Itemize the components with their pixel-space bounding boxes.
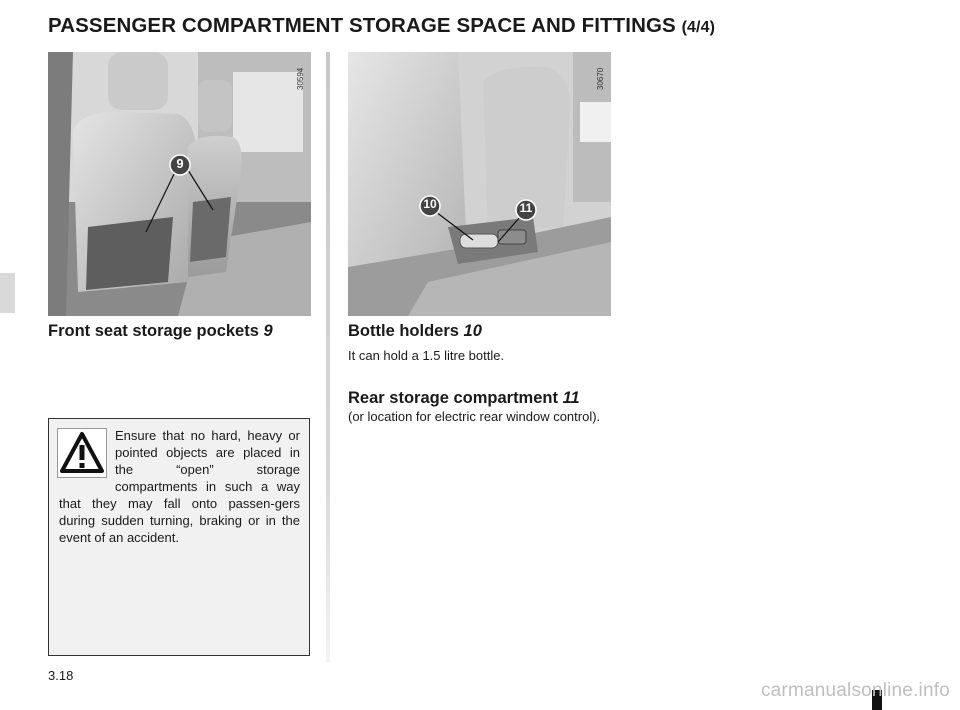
callout-11: 11 [519, 201, 533, 215]
bottle-holders-heading: Bottle holders 10 [348, 322, 482, 340]
callout-10: 10 [423, 197, 437, 211]
column-divider [326, 52, 330, 662]
warning-box [48, 418, 310, 656]
bottle-holders-text: It can hold a 1.5 litre bottle. [348, 348, 505, 363]
photo-front-seat-pockets [48, 52, 311, 316]
section-tab [0, 273, 15, 313]
front-pockets-heading: Front seat storage pockets 9 [48, 322, 273, 340]
watermark: carmanualsonline.info [760, 680, 950, 701]
title-main: PASSENGER COMPARTMENT STORAGE SPACE AND FITTINGS [48, 14, 676, 37]
warning-text: Ensure that no hard, heavy or pointed objects are placed in the “open” storage compartments in such a way that they may fall onto passen-gers during sudden turning, braking or in the event of an accident. [59, 428, 300, 545]
photo-code: 30594 [296, 67, 305, 90]
photo-bottle-holders [348, 52, 611, 316]
photo-code: 30670 [596, 67, 605, 90]
page-number: 3.18 [48, 668, 74, 683]
rear-storage-heading: Rear storage compartment 11 [348, 389, 580, 407]
rear-storage-text: (or location for electric rear window control). [348, 409, 601, 424]
callout-9: 9 [176, 156, 184, 171]
page-title [48, 14, 715, 38]
title-part: (4/4) [681, 19, 716, 36]
